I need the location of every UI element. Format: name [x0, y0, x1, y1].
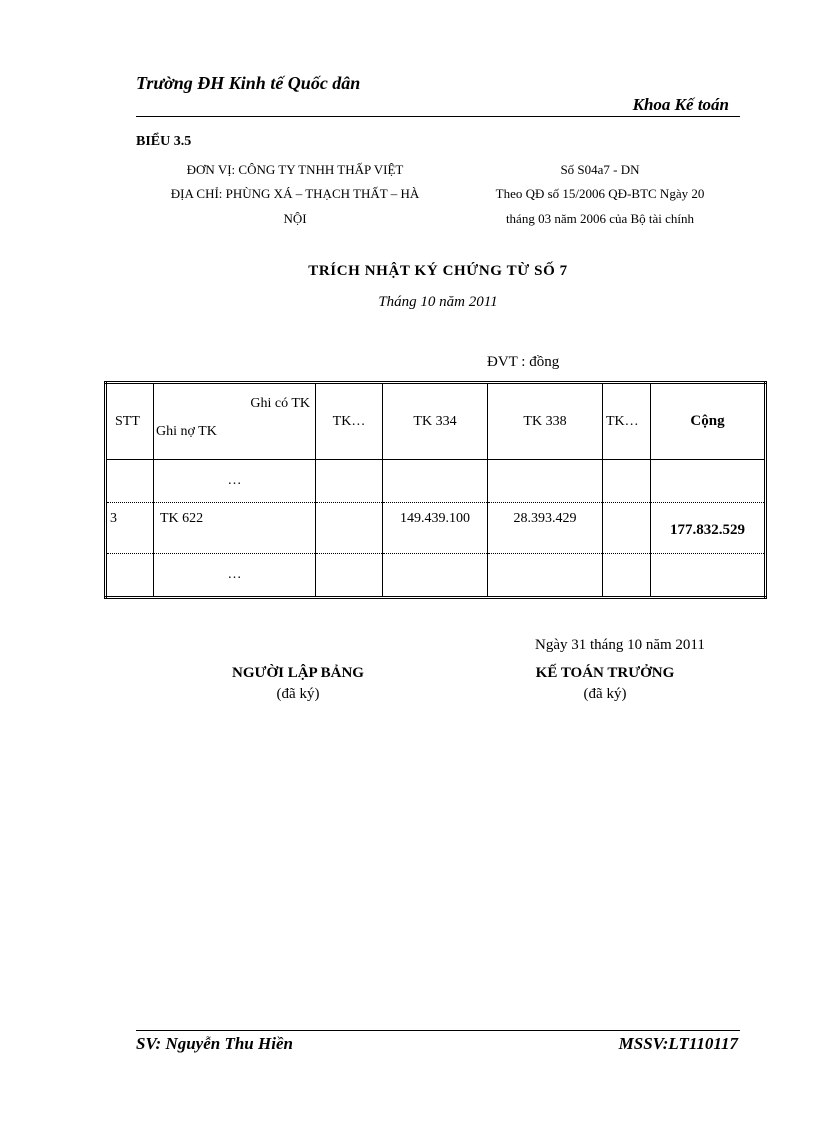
- cell-total: [651, 554, 766, 598]
- cell-stt: 3: [106, 503, 154, 554]
- unit-line: ĐƠN VỊ: CÔNG TY TNHH THẤP VIỆT: [186, 162, 404, 177]
- cell-col-b: [603, 554, 651, 598]
- cell-col-a: [316, 554, 383, 598]
- cell-tk334: [383, 554, 488, 598]
- header-divider: [136, 116, 740, 117]
- header-stt: STT: [106, 383, 154, 460]
- cell-col-a: [316, 503, 383, 554]
- student-id: MSSV:LT110117: [618, 1034, 738, 1053]
- preparer-title: NGƯỜI LẬP BẢNG: [232, 665, 364, 681]
- regulation-line-1: Theo QĐ số 15/2006 QĐ-BTC Ngày 20: [495, 186, 705, 201]
- cell-tk334: 149.439.100: [383, 503, 488, 554]
- header-credit-label: Ghi có TK: [250, 396, 310, 411]
- cell-col-a: [316, 460, 383, 503]
- journal-table: [104, 381, 767, 599]
- header-col-b: TK…: [603, 383, 651, 460]
- cell-tk338: [488, 554, 603, 598]
- cell-stt: [106, 554, 154, 598]
- table-header-row: [106, 383, 766, 460]
- chief-accountant-status: (đã ký): [583, 686, 627, 702]
- cell-account: …: [154, 554, 316, 598]
- header-account: [154, 383, 316, 460]
- header-tk338: TK 338: [488, 383, 603, 460]
- doc-label: BIỂU 3.5: [136, 134, 192, 149]
- cell-tk334: [383, 460, 488, 503]
- cell-tk338: [488, 460, 603, 503]
- cell-col-b: [603, 460, 651, 503]
- cell-total: [651, 460, 766, 503]
- header-total: Cộng: [651, 383, 766, 460]
- cell-account: …: [154, 460, 316, 503]
- cell-total: 177.832.529: [651, 503, 766, 554]
- sign-date: Ngày 31 tháng 10 năm 2011: [535, 637, 705, 653]
- header-tk334: TK 334: [383, 383, 488, 460]
- footer-divider: [136, 1030, 740, 1031]
- chief-accountant-title: KẾ TOÁN TRƯỞNG: [535, 665, 675, 681]
- cell-stt: [106, 460, 154, 503]
- form-number: Số S04a7 - DN: [560, 162, 640, 177]
- school-name: Trường ĐH Kinh tế Quốc dân: [136, 73, 361, 93]
- regulation-line-2: tháng 03 năm 2006 của Bộ tài chính: [505, 211, 695, 226]
- address-line-2: NỘI: [283, 211, 307, 226]
- table-row: [106, 460, 766, 503]
- unit-of-measure: ĐVT : đồng: [487, 354, 560, 370]
- header-debit-label: Ghi nợ TK: [156, 424, 217, 439]
- cell-tk338: 28.393.429: [488, 503, 603, 554]
- period: Tháng 10 năm 2011: [378, 294, 498, 310]
- header-col-a: TK…: [316, 383, 383, 460]
- table-row: [106, 554, 766, 598]
- student-name: SV: Nguyễn Thu Hiền: [136, 1034, 293, 1053]
- faculty-name: Khoa Kế toán: [632, 95, 729, 114]
- page-title: TRÍCH NHẬT KÝ CHỨNG TỪ SỐ 7: [308, 263, 568, 279]
- table-row: [106, 503, 766, 554]
- cell-col-b: [603, 503, 651, 554]
- preparer-status: (đã ký): [276, 686, 320, 702]
- cell-account: TK 622: [154, 503, 316, 554]
- address-line-1: ĐỊA CHỈ: PHÙNG XÁ – THẠCH THẤT – HÀ: [170, 186, 420, 201]
